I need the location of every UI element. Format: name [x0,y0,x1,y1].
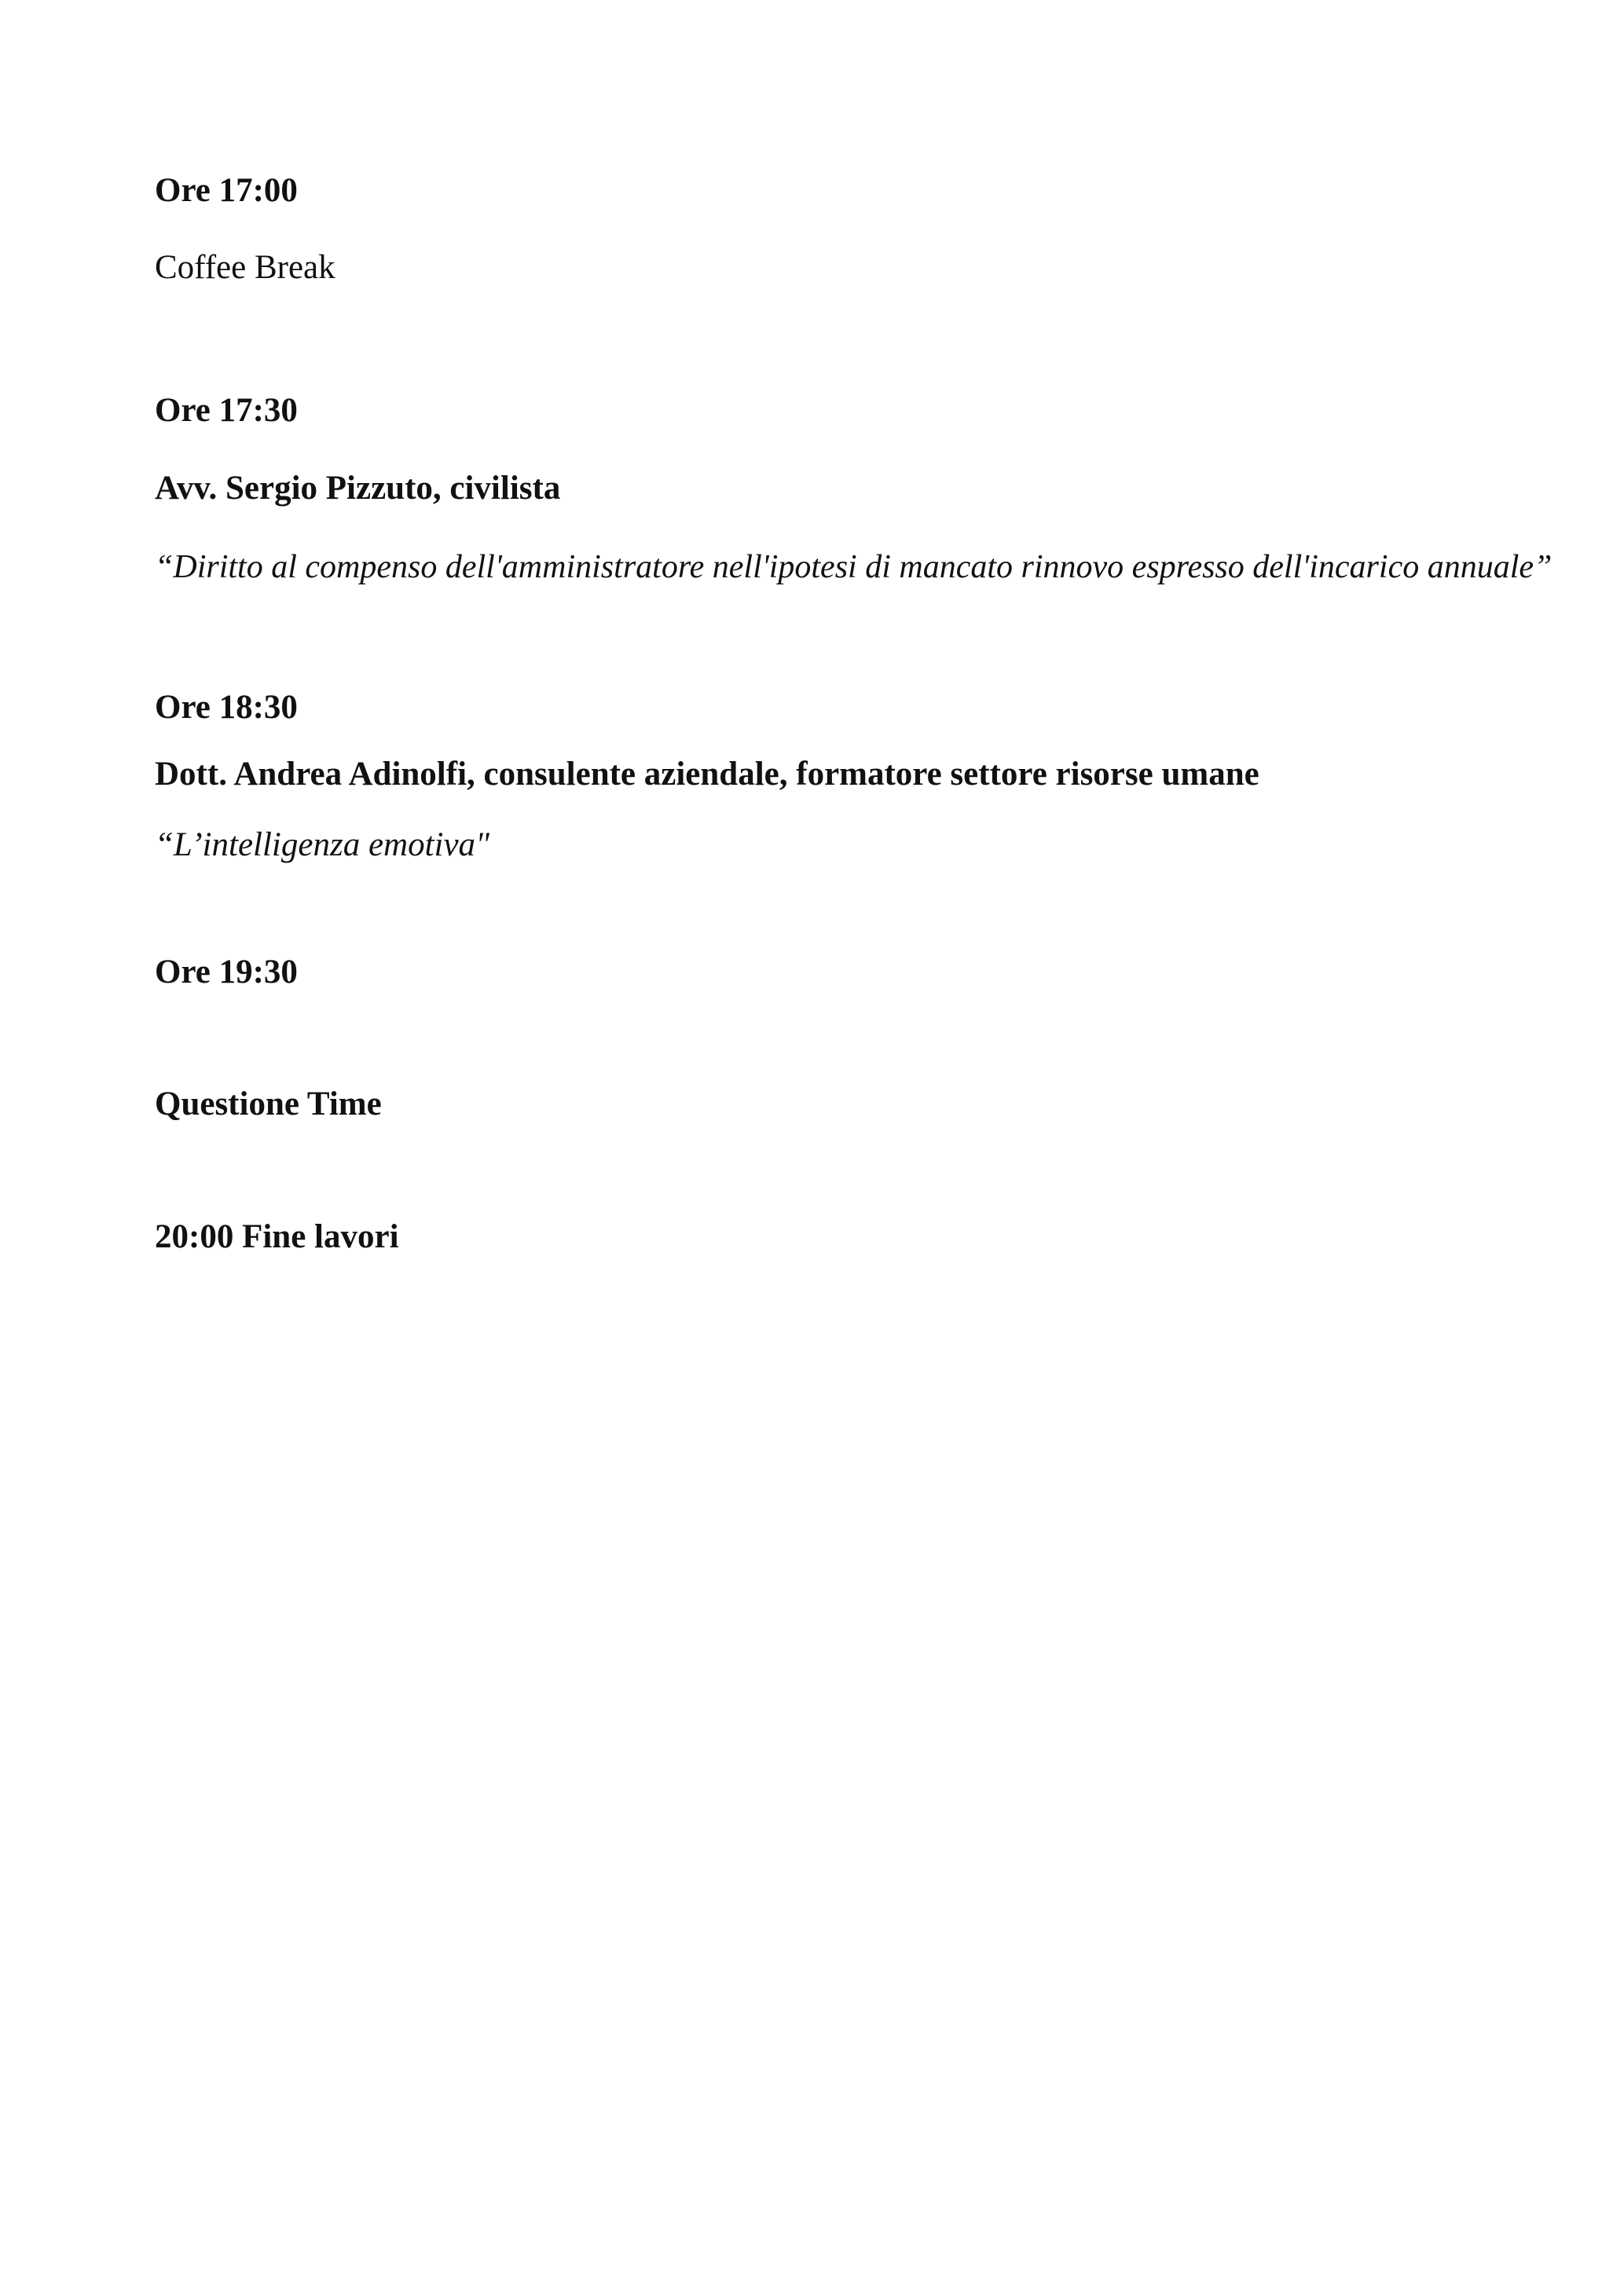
session-3-speaker: Dott. Andrea Adinolfi, consulente aziendale, formatore settore risorse umane [155,756,1259,793]
session-3-time: Ore 18:30 [155,689,298,726]
session-2-speaker: Avv. Sergio Pizzuto, civilista [155,470,561,507]
session-4-time: Ore 19:30 [155,954,298,991]
question-time-heading: Questione Time [155,1086,382,1122]
session-3-talk-title: “L’intelligenza emotiva" [155,826,490,863]
session-1-activity: Coffee Break [155,249,335,286]
session-2-time: Ore 17:30 [155,392,298,429]
end-of-works: 20:00 Fine lavori [155,1218,399,1255]
session-2-talk-title: “Diritto al compenso dell'amministratore nell'ipotesi di mancato rinnovo espresso dell'incarico annuale” [155,549,1553,585]
session-1-time: Ore 17:00 [155,172,298,209]
